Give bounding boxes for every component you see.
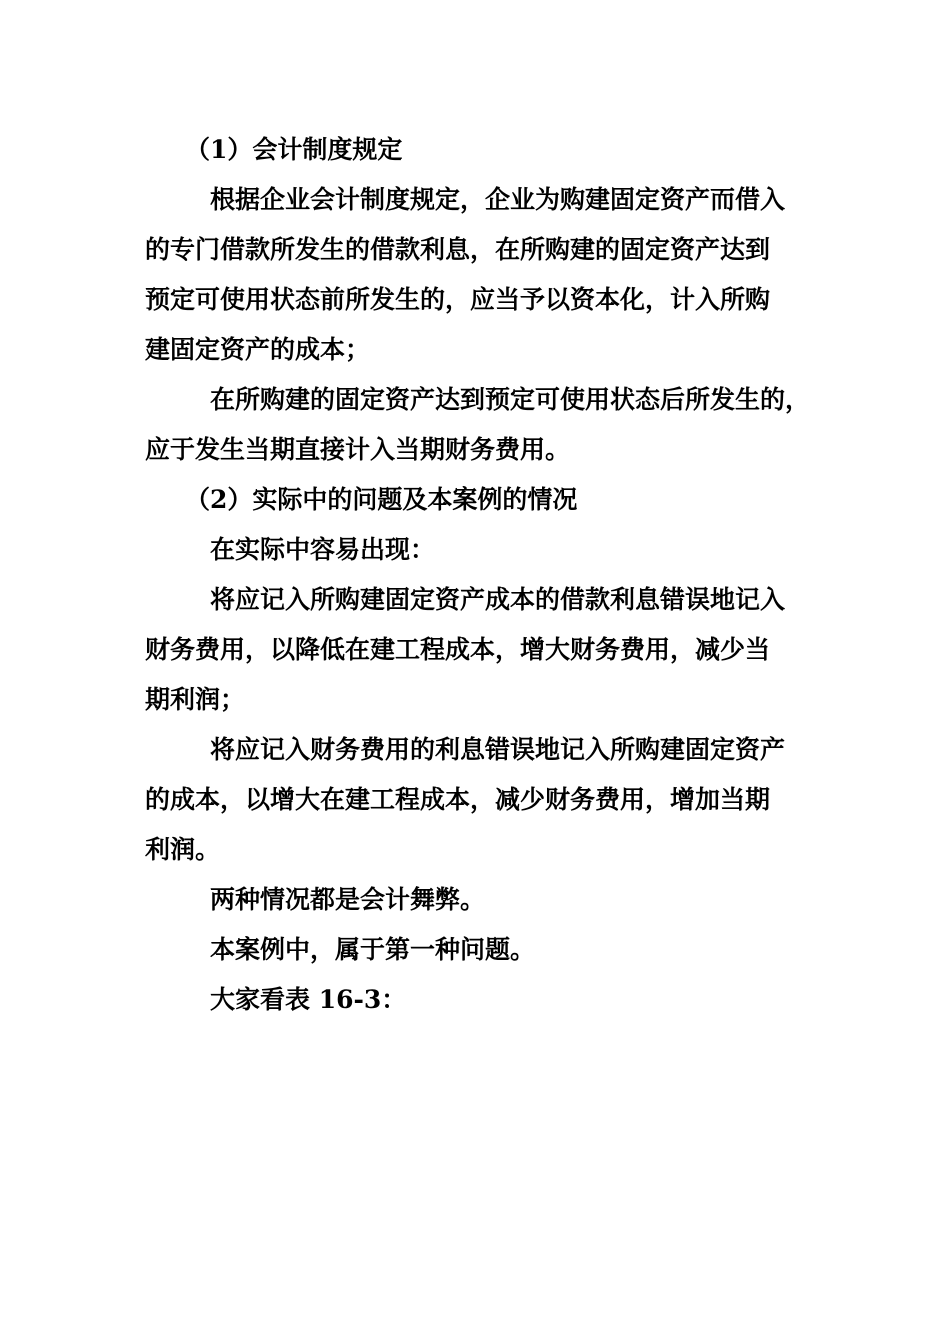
paragraph-line: 两种情况都是会计舞弊。 (210, 885, 486, 914)
paragraph-line: 根据企业会计制度规定，企业为购建固定资产而借入 (210, 185, 786, 214)
paragraph-line: 将应记入所购建固定资产成本的借款利息错误地记入 (210, 585, 786, 614)
paragraph-line: 本案例中，属于第一种问题。 (210, 935, 536, 964)
paragraph-line: 大家看表 16-3： (210, 985, 407, 1014)
paragraph-line: 财务费用，以降低在建工程成本，增大财务费用，减少当 (145, 635, 771, 664)
paragraph-line: 期利润； (145, 685, 246, 714)
paragraph-line: 的成本，以增大在建工程成本，减少财务费用，增加当期 (145, 785, 771, 814)
paragraph-line: 建固定资产的成本； (145, 335, 371, 364)
paragraph-line: 在所购建的固定资产达到预定可使用状态后所发生的， (210, 385, 811, 414)
section-heading-1: （1）会计制度规定 (185, 135, 403, 164)
paragraph-line: 应于发生当期直接计入当期财务费用。 (145, 435, 571, 464)
paragraph-line: 利润。 (145, 835, 221, 864)
paragraph-line: 在实际中容易出现： (210, 535, 436, 564)
paragraph-line: 将应记入财务费用的利息错误地记入所购建固定资产 (210, 735, 786, 764)
paragraph-line: 的专门借款所发生的借款利息，在所购建的固定资产达到 (145, 235, 771, 264)
paragraph-line: 预定可使用状态前所发生的，应当予以资本化，计入所购 (145, 285, 771, 314)
section-heading-2: （2）实际中的问题及本案例的情况 (185, 485, 578, 514)
